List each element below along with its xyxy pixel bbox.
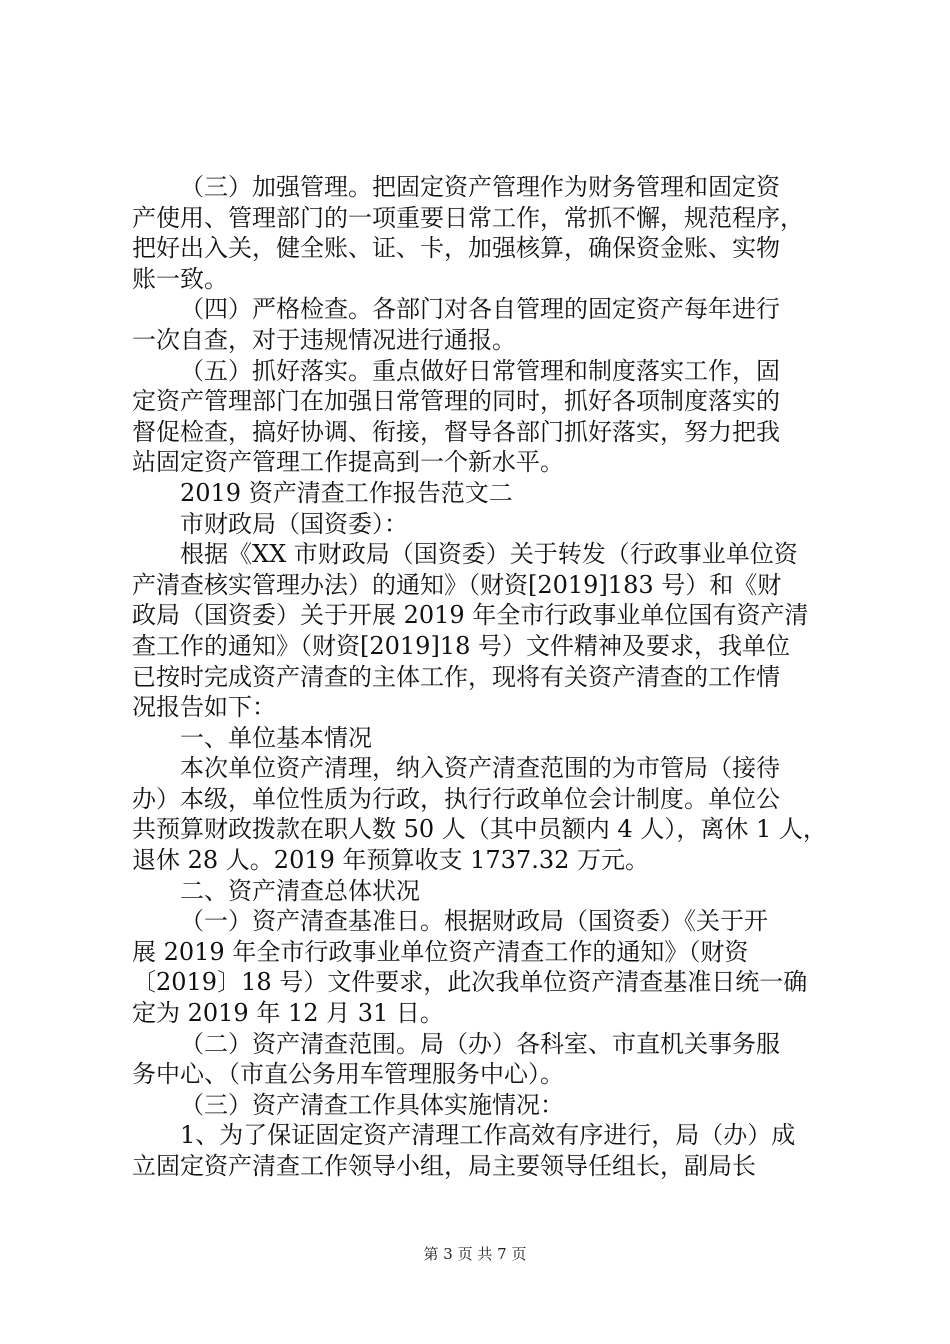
text-line: 办）本级，单位性质为行政，执行行政单位会计制度。单位公	[132, 784, 780, 813]
text-line: 督促检查，搞好协调、衔接，督导各部门抓好落实，努力把我	[132, 417, 780, 446]
text-line: 〔2019〕18 号）文件要求，此次我单位资产清查基准日统一确	[132, 968, 808, 997]
text-line: 根据《XX 市财政局（国资委）关于转发（行政事业单位资	[180, 540, 798, 569]
text-line: （二）资产清查范围。局（办）各科室、市直机关事务服	[180, 1029, 780, 1058]
text-line: （四）严格检查。各部门对各自管理的固定资产每年进行	[180, 295, 780, 324]
text-line: 产清查核实管理办法）的通知》（财资[2019]183 号）和《财	[132, 570, 782, 599]
text-line: 已按时完成资产清查的主体工作，现将有关资产清查的工作情	[132, 662, 780, 691]
text-line: （三）加强管理。把固定资产管理作为财务管理和固定资	[180, 173, 780, 201]
text-line: 定为 2019 年 12 月 31 日。	[132, 999, 444, 1028]
page-footer: 第 3 页 共 7 页	[423, 1245, 527, 1263]
text-line: 退休 28 人。2019 年预算收支 1737.32 万元。	[132, 846, 650, 875]
text-line: 况报告如下：	[132, 693, 276, 722]
text-line: 查工作的通知》（财资[2019]18 号）文件精神及要求，我单位	[132, 631, 790, 660]
text-line: 立固定资产清查工作领导小组，局主要领导任组长，副局长	[132, 1152, 756, 1180]
document-body	[132, 172, 832, 1182]
section-heading: 二、资产清查总体状况	[180, 876, 420, 905]
section-heading: 一、单位基本情况	[180, 723, 372, 752]
text-line: 务中心、（市直公务用车管理服务中心）。	[132, 1060, 564, 1089]
text-line: （三）资产清查工作具体实施情况：	[180, 1090, 564, 1119]
text-line: 1、为了保证固定资产清理工作高效有序进行，局（办）成	[180, 1121, 796, 1150]
text-line: 把好出入关，健全账、证、卡，加强核算，确保资金账、实物	[132, 234, 780, 263]
text-line: 产使用、管理部门的一项重要日常工作，常抓不懈，规范程序，	[132, 203, 804, 232]
text-line: 政局（国资委）关于开展 2019 年全市行政事业单位国有资产清	[132, 601, 809, 630]
text-line: 站固定资产管理工作提高到一个新水平。	[132, 448, 564, 477]
text-line: （一）资产清查基准日。根据财政局（国资委）《关于开	[180, 907, 768, 936]
text-line: 共预算财政拨款在职人数 50 人（其中员额内 4 人），离休 1 人，	[132, 815, 827, 844]
text-line: 一次自查，对于违规情况进行通报。	[132, 325, 516, 354]
text-line: 本次单位资产清理，纳入资产清查范围的为市管局（接待	[180, 754, 780, 783]
section-heading: 2019 资产清查工作报告范文二	[180, 478, 513, 507]
text-line: 定资产管理部门在加强日常管理的同时，抓好各项制度落实的	[132, 387, 780, 416]
text-line: 展 2019 年全市行政事业单位资产清查工作的通知》（财资	[132, 937, 749, 966]
text-line: 账一致。	[132, 264, 228, 293]
text-line: （五）抓好落实。重点做好日常管理和制度落实工作，固	[180, 356, 780, 385]
salutation: 市财政局（国资委）：	[180, 509, 408, 538]
